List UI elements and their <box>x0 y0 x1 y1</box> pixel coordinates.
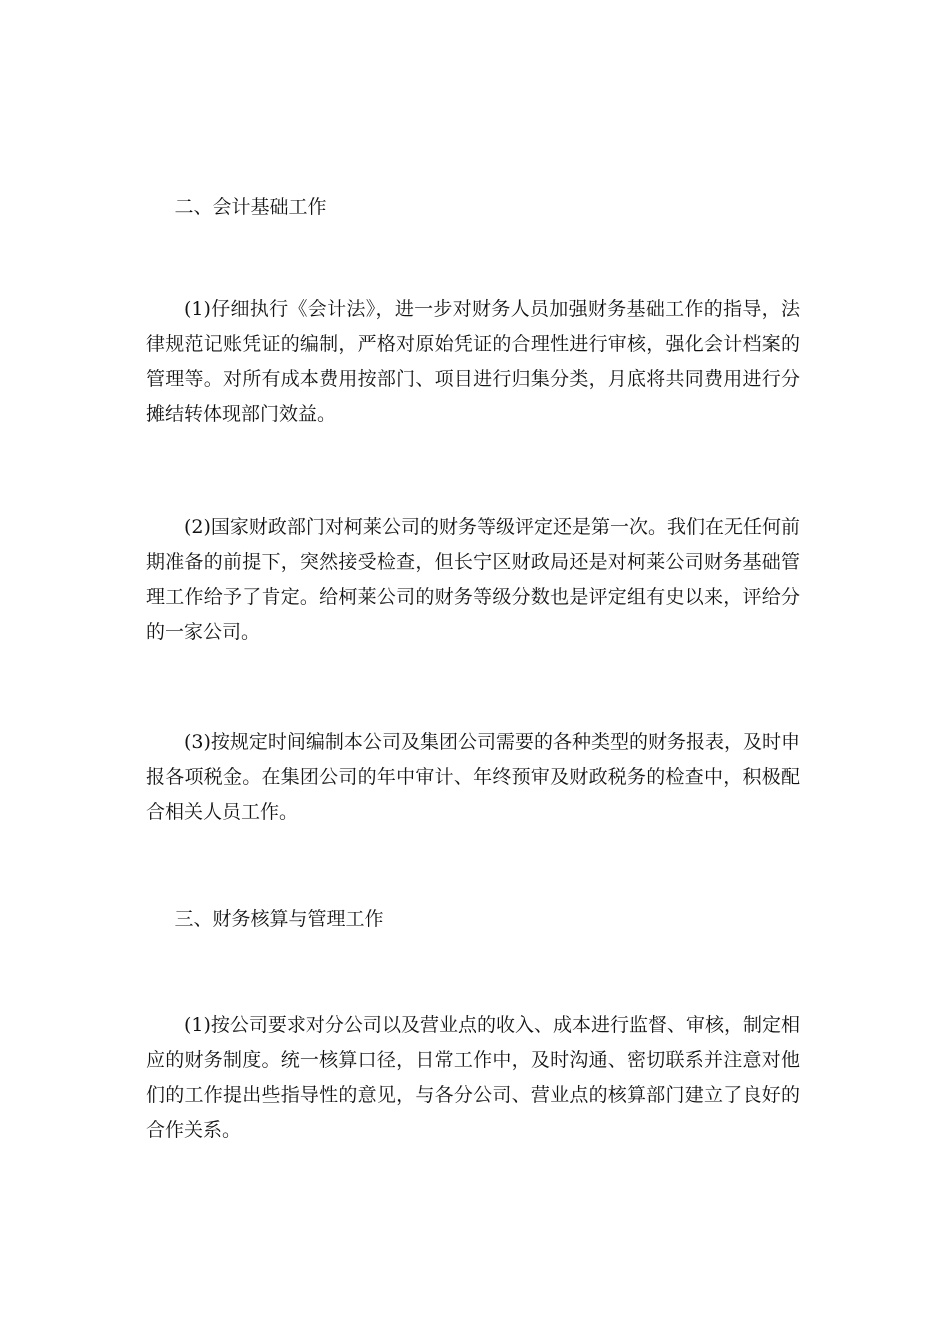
paragraph-2-2: (2)国家财政部门对柯莱公司的财务等级评定还是第一次。我们在无任何前期准备的前提下，突然接受检查，但长宁区财政局还是对柯莱公司财务基础管理工作给予了肯定。给柯莱公司的财务等级分数也是评定组有史以来，评给分的一家公司。 <box>146 516 800 643</box>
paragraph-3-1: (1)按公司要求对分公司以及营业点的收入、成本进行监督、审核，制定相应的财务制度。统一核算口径，日常工作中，及时沟通、密切联系并注意对他们的工作提出些指导性的意见，与各分公司、营业点的核算部门建立了良好的合作关系。 <box>146 1014 800 1141</box>
paragraph-2-3: (3)按规定时间编制本公司及集团公司需要的各种类型的财务报表，及时申报各项税金。在集团公司的年中审计、年终预审及财政税务的检查中，积极配合相关人员工作。 <box>146 731 800 823</box>
paragraph-2-1: (1)仔细执行《会计法》，进一步对财务人员加强财务基础工作的指导，法律规范记账凭证的编制，严格对原始凭证的合理性进行审核，强化会计档案的管理等。对所有成本费用按部门、项目进行归集分类，月底将共同费用进行分摊结转体现部门效益。 <box>146 298 800 425</box>
section-heading-3: 三、财务核算与管理工作 <box>174 908 384 930</box>
section-heading-2: 二、会计基础工作 <box>174 196 327 218</box>
